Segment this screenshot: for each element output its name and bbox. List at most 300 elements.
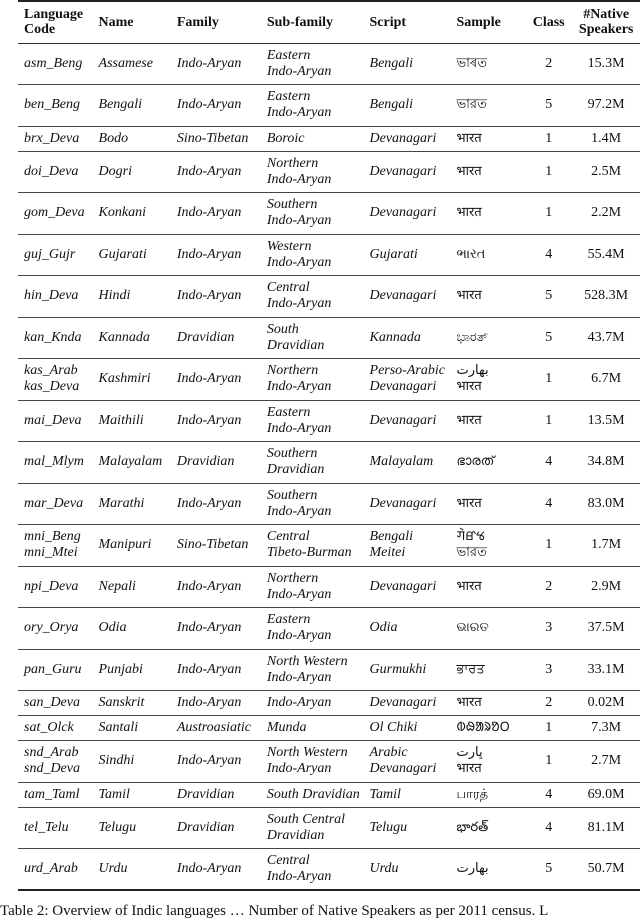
- native-speakers-cell: 37.5M: [587, 620, 625, 636]
- sample-cell: [450, 649, 525, 691]
- language-code-cell-line: gom_Deva: [24, 205, 85, 221]
- table-row: [18, 608, 640, 650]
- table-header-row: [18, 1, 640, 43]
- sample-cell-line: भारत: [456, 130, 482, 146]
- sample-cell-line: ভাৰত: [456, 55, 487, 71]
- subfamily-cell-line: Indo-Aryan: [266, 254, 332, 270]
- table-row: [18, 849, 640, 891]
- subfamily-cell: [261, 442, 364, 484]
- sample-cell-line: भारत: [456, 761, 482, 777]
- sample-cell-line: भारत: [456, 205, 482, 221]
- script-cell-line: Urdu: [369, 861, 399, 876]
- class-cell: 1: [545, 163, 553, 179]
- class-cell: 2: [545, 55, 553, 71]
- class-cell: 1: [545, 537, 553, 553]
- script-cell: [364, 525, 451, 567]
- language-code-cell: [18, 741, 93, 783]
- native-speakers-cell: 33.1M: [587, 661, 625, 677]
- language-code-cell: [18, 649, 93, 691]
- header-subfamily: Sub-family: [266, 14, 333, 30]
- family-cell: Indo-Aryan: [176, 288, 242, 304]
- sample-cell: [450, 691, 525, 716]
- class-cell: 4: [545, 786, 553, 802]
- sample-cell-line: भारत: [456, 695, 482, 710]
- script-cell-line: Devanagari: [369, 205, 437, 221]
- subfamily-cell-line: Eastern: [266, 612, 311, 628]
- script-cell-line: Malayalam: [369, 454, 434, 470]
- subfamily-cell: [261, 483, 364, 525]
- name-cell: Bengali: [98, 97, 143, 113]
- language-code-cell: [18, 807, 93, 849]
- name-cell: Maithili: [98, 412, 144, 428]
- family-cell: Indo-Aryan: [176, 753, 242, 769]
- class-cell: 1: [545, 720, 553, 735]
- name-cell: Gujarati: [98, 246, 147, 262]
- subfamily-cell-line: Central: [266, 853, 310, 868]
- subfamily-cell-line: Dravidian: [266, 462, 325, 478]
- script-cell: [364, 43, 451, 85]
- name-cell: Marathi: [98, 495, 145, 511]
- subfamily-cell: [261, 649, 364, 691]
- language-code-cell-line: mal_Mlym: [24, 454, 84, 470]
- table-row: [18, 276, 640, 318]
- sample-cell-line: ভারত: [456, 97, 487, 113]
- subfamily-cell-line: Eastern: [266, 404, 311, 420]
- sample-cell-line: بھارت: [456, 363, 489, 379]
- table-row: [18, 741, 640, 783]
- subfamily-cell-line: South Dravidian: [266, 786, 360, 802]
- family-cell: Indo-Aryan: [176, 371, 242, 387]
- script-cell-line: Odia: [369, 620, 398, 636]
- subfamily-cell-line: Eastern: [266, 47, 311, 63]
- subfamily-cell-line: Dravidian: [266, 827, 325, 843]
- script-cell: [364, 276, 451, 318]
- subfamily-cell-line: South Central: [266, 811, 346, 827]
- table-row: [18, 566, 640, 608]
- sample-cell-line: ڀارت: [456, 745, 483, 761]
- sample-cell-line: भारत: [456, 578, 482, 594]
- script-cell-line: Devanagari: [369, 761, 437, 777]
- family-cell: Indo-Aryan: [176, 55, 242, 71]
- subfamily-cell: [261, 691, 364, 716]
- script-cell-line: Devanagari: [369, 379, 437, 395]
- class-cell: 3: [545, 661, 553, 677]
- script-cell: [364, 151, 451, 193]
- class-cell: 2: [545, 578, 553, 594]
- subfamily-cell-line: Indo-Aryan: [266, 63, 332, 79]
- subfamily-cell-line: Northern: [266, 155, 319, 171]
- language-code-cell: [18, 483, 93, 525]
- name-cell: Manipuri: [98, 537, 152, 553]
- subfamily-cell-line: North Western: [266, 653, 348, 669]
- family-cell: Indo-Aryan: [176, 620, 242, 636]
- native-speakers-cell: 83.0M: [587, 495, 625, 511]
- language-code-cell: [18, 43, 93, 85]
- script-cell-line: Devanagari: [369, 578, 437, 594]
- name-cell: Assamese: [98, 55, 153, 71]
- name-cell: Malayalam: [98, 454, 163, 470]
- language-code-cell-line: mni_Mtei: [24, 545, 78, 561]
- name-cell: Hindi: [98, 288, 131, 304]
- class-cell: 3: [545, 620, 553, 636]
- native-speakers-cell: 97.2M: [587, 97, 625, 113]
- subfamily-cell: [261, 126, 364, 151]
- subfamily-cell: [261, 400, 364, 442]
- script-cell-line: Gurmukhi: [369, 661, 427, 677]
- name-cell: Bodo: [98, 130, 129, 146]
- sample-cell: [450, 566, 525, 608]
- family-cell: Indo-Aryan: [176, 661, 242, 677]
- subfamily-cell-line: Indo-Aryan: [266, 171, 332, 187]
- script-cell-line: Bengali: [369, 97, 414, 113]
- class-cell: 5: [545, 329, 553, 345]
- script-cell-line: Bengali: [369, 529, 414, 545]
- sample-cell-line: ভারত: [456, 545, 487, 561]
- family-cell: Indo-Aryan: [176, 578, 242, 594]
- script-cell-line: Devanagari: [369, 412, 437, 428]
- subfamily-cell-line: Dravidian: [266, 337, 325, 353]
- subfamily-cell-line: Indo-Aryan: [266, 379, 332, 395]
- subfamily-cell-line: Northern: [266, 570, 319, 586]
- class-cell: 1: [545, 371, 553, 387]
- subfamily-cell-line: Munda: [266, 720, 307, 735]
- subfamily-cell: [261, 359, 364, 401]
- header-sample: Sample: [456, 14, 501, 30]
- sample-cell-line: भारत: [456, 288, 482, 304]
- subfamily-cell: [261, 43, 364, 85]
- sample-cell: [450, 317, 525, 359]
- table-row: [18, 234, 640, 276]
- header-native-speakers-line2: Speakers: [578, 22, 634, 38]
- family-cell: Indo-Aryan: [176, 205, 242, 221]
- subfamily-cell-line: Central: [266, 529, 310, 545]
- language-code-cell-line: doi_Deva: [24, 163, 79, 179]
- subfamily-cell-line: Indo-Aryan: [266, 695, 332, 710]
- table-row: [18, 691, 640, 716]
- subfamily-cell-line: Indo-Aryan: [266, 213, 332, 229]
- subfamily-cell-line: South: [266, 321, 299, 337]
- sample-cell: [450, 849, 525, 891]
- native-speakers-cell: 2.5M: [591, 163, 622, 179]
- script-cell-line: Devanagari: [369, 163, 437, 179]
- name-cell: Urdu: [98, 861, 128, 876]
- language-code-cell-line: hin_Deva: [24, 288, 79, 304]
- subfamily-cell-line: Indo-Aryan: [266, 420, 332, 436]
- table-row: [18, 193, 640, 235]
- table-caption: Table 2: Overview of Indic languages … Number of Native Speakers as per 2011 census. L: [0, 903, 549, 919]
- name-cell: Sanskrit: [98, 695, 145, 710]
- script-cell: [364, 400, 451, 442]
- sample-cell-line: ಭಾರತ್: [456, 329, 488, 345]
- table-row: [18, 400, 640, 442]
- native-speakers-cell: 13.5M: [587, 412, 625, 428]
- family-cell: Dravidian: [176, 786, 235, 802]
- language-code-cell: [18, 608, 93, 650]
- header-language-code-line1: Language: [24, 7, 84, 23]
- language-code-cell: [18, 716, 93, 741]
- class-cell: 4: [545, 819, 553, 835]
- sample-cell-line: ᱵᱷᱟᱨᱚᱛ: [456, 720, 510, 735]
- script-cell: [364, 317, 451, 359]
- script-cell-line: Kannada: [369, 329, 421, 345]
- table-body: [18, 43, 640, 890]
- sample-cell: [450, 276, 525, 318]
- sample-cell-line: भारत: [456, 379, 482, 395]
- header-class: Class: [532, 14, 565, 30]
- subfamily-cell-line: Southern: [266, 487, 318, 503]
- class-cell: 4: [545, 246, 553, 262]
- subfamily-cell-line: Tibeto-Burman: [266, 545, 352, 561]
- subfamily-cell-line: Indo-Aryan: [266, 503, 332, 519]
- sample-cell-line: بھارت: [456, 861, 489, 876]
- language-code-cell-line: pan_Guru: [24, 661, 82, 677]
- language-code-cell: [18, 782, 93, 807]
- script-cell: [364, 807, 451, 849]
- native-speakers-cell: 15.3M: [587, 55, 625, 71]
- native-speakers-cell: 0.02M: [587, 695, 625, 710]
- language-code-cell-line: ory_Orya: [24, 620, 79, 636]
- sample-cell-line: भारत: [456, 163, 482, 179]
- name-cell: Telugu: [98, 819, 137, 835]
- sample-cell: [450, 193, 525, 235]
- language-code-cell: [18, 276, 93, 318]
- subfamily-cell-line: North Western: [266, 745, 348, 761]
- sample-cell: [450, 151, 525, 193]
- subfamily-cell: [261, 276, 364, 318]
- family-cell: Dravidian: [176, 454, 235, 470]
- subfamily-cell-line: Indo-Aryan: [266, 296, 332, 312]
- sample-cell-line: பாரத்: [456, 786, 489, 802]
- table-row: [18, 525, 640, 567]
- script-cell: [364, 782, 451, 807]
- subfamily-cell-line: Indo-Aryan: [266, 669, 332, 685]
- language-code-cell: [18, 442, 93, 484]
- class-cell: 4: [545, 495, 553, 511]
- native-speakers-cell: 6.7M: [591, 371, 622, 387]
- subfamily-cell: [261, 525, 364, 567]
- native-speakers-cell: 2.2M: [591, 205, 622, 221]
- family-cell: Sino-Tibetan: [176, 130, 249, 146]
- sample-cell: [450, 483, 525, 525]
- family-cell: Indo-Aryan: [176, 695, 242, 710]
- table-row: [18, 442, 640, 484]
- language-code-cell-line: kan_Knda: [24, 329, 82, 345]
- class-cell: 5: [545, 288, 553, 304]
- script-cell: [364, 566, 451, 608]
- subfamily-cell-line: Southern: [266, 197, 318, 213]
- language-code-cell: [18, 193, 93, 235]
- sample-cell: [450, 400, 525, 442]
- subfamily-cell: [261, 317, 364, 359]
- script-cell-line: Meitei: [369, 545, 406, 561]
- sample-cell-line: भारत: [456, 412, 482, 428]
- script-cell-line: Gujarati: [369, 246, 418, 262]
- table-row: [18, 716, 640, 741]
- subfamily-cell: [261, 716, 364, 741]
- language-code-cell: [18, 359, 93, 401]
- name-cell: Nepali: [98, 578, 136, 594]
- sample-cell: [450, 608, 525, 650]
- native-speakers-cell: 2.9M: [591, 578, 622, 594]
- language-code-cell-line: san_Deva: [24, 695, 80, 710]
- subfamily-cell: [261, 782, 364, 807]
- subfamily-cell: [261, 151, 364, 193]
- subfamily-cell-line: Indo-Aryan: [266, 586, 332, 602]
- sample-cell-line: భారత్: [456, 819, 489, 835]
- script-cell-line: Devanagari: [369, 130, 437, 146]
- language-code-cell-line: snd_Arab: [24, 745, 79, 761]
- native-speakers-cell: 1.7M: [591, 537, 622, 553]
- subfamily-cell-line: Boroic: [266, 130, 305, 146]
- language-code-cell-line: npi_Deva: [24, 578, 79, 594]
- sample-cell-line: भारत: [456, 495, 482, 511]
- sample-cell: [450, 43, 525, 85]
- subfamily-cell: [261, 849, 364, 891]
- language-code-cell-line: sat_Olck: [24, 720, 74, 735]
- name-cell: Sindhi: [98, 753, 135, 769]
- subfamily-cell-line: Indo-Aryan: [266, 105, 332, 121]
- script-cell: [364, 126, 451, 151]
- header-native-speakers-line1: #Native: [583, 7, 630, 23]
- language-code-cell-line: mar_Deva: [24, 495, 84, 511]
- native-speakers-cell: 7.3M: [591, 720, 622, 735]
- subfamily-cell: [261, 85, 364, 127]
- language-code-cell-line: kas_Arab: [24, 363, 78, 379]
- subfamily-cell: [261, 566, 364, 608]
- table-row: [18, 317, 640, 359]
- table-row: [18, 807, 640, 849]
- language-code-cell-line: asm_Beng: [24, 55, 83, 71]
- language-code-cell-line: brx_Deva: [24, 130, 80, 146]
- native-speakers-cell: 34.8M: [587, 454, 625, 470]
- script-cell: [364, 608, 451, 650]
- sample-cell: [450, 716, 525, 741]
- native-speakers-cell: 1.4M: [591, 130, 622, 146]
- language-code-cell-line: tam_Taml: [24, 786, 80, 802]
- sample-cell: [450, 442, 525, 484]
- sample-cell-line: ਭਾਰਤ: [456, 661, 485, 677]
- family-cell: Dravidian: [176, 819, 235, 835]
- language-code-cell: [18, 317, 93, 359]
- table-row: [18, 151, 640, 193]
- language-code-cell-line: mni_Beng: [24, 529, 81, 545]
- script-cell: [364, 442, 451, 484]
- script-cell: [364, 741, 451, 783]
- native-speakers-cell: 69.0M: [587, 786, 625, 802]
- language-code-cell: [18, 566, 93, 608]
- language-code-cell-line: mai_Deva: [24, 412, 82, 428]
- class-cell: 1: [545, 205, 553, 221]
- script-cell-line: Arabic: [369, 745, 408, 761]
- native-speakers-cell: 81.1M: [587, 819, 625, 835]
- language-code-cell-line: guj_Gujr: [24, 246, 76, 262]
- language-code-cell: [18, 691, 93, 716]
- header-script: Script: [369, 14, 407, 30]
- script-cell-line: Devanagari: [369, 288, 437, 304]
- class-cell: 5: [545, 97, 553, 113]
- header-native-speakers: [568, 1, 640, 43]
- family-cell: Sino-Tibetan: [176, 537, 249, 553]
- name-cell: Dogri: [98, 163, 132, 179]
- subfamily-cell: [261, 608, 364, 650]
- header-family: Family: [176, 14, 219, 30]
- name-cell: Tamil: [98, 786, 130, 802]
- script-cell: [364, 483, 451, 525]
- sample-cell: [450, 782, 525, 807]
- languages-table: [18, 0, 640, 891]
- family-cell: Indo-Aryan: [176, 246, 242, 262]
- sample-cell: [450, 359, 525, 401]
- language-code-cell: [18, 151, 93, 193]
- family-cell: Dravidian: [176, 329, 235, 345]
- script-cell-line: Bengali: [369, 55, 414, 71]
- subfamily-cell-line: Indo-Aryan: [266, 869, 332, 884]
- script-cell-line: Ol Chiki: [369, 720, 418, 735]
- name-cell: Odia: [98, 620, 127, 636]
- subfamily-cell: [261, 741, 364, 783]
- table-row: [18, 43, 640, 85]
- name-cell: Punjabi: [98, 661, 143, 677]
- sample-cell: [450, 234, 525, 276]
- header-language-code-line2: Code: [24, 22, 56, 38]
- native-speakers-cell: 2.7M: [591, 753, 622, 769]
- language-code-cell: [18, 525, 93, 567]
- script-cell-line: Devanagari: [369, 695, 437, 710]
- script-cell: [364, 649, 451, 691]
- language-code-cell: [18, 234, 93, 276]
- family-cell: Indo-Aryan: [176, 495, 242, 511]
- class-cell: 4: [545, 454, 553, 470]
- language-code-cell: [18, 849, 93, 891]
- language-code-cell-line: ben_Beng: [24, 97, 80, 113]
- native-speakers-cell: 50.7M: [587, 861, 625, 876]
- name-cell: Kashmiri: [98, 371, 151, 387]
- class-cell: 1: [545, 412, 553, 428]
- table-row: [18, 85, 640, 127]
- sample-cell: [450, 807, 525, 849]
- table-row: [18, 649, 640, 691]
- script-cell: [364, 691, 451, 716]
- sample-cell: [450, 126, 525, 151]
- table-row: [18, 483, 640, 525]
- sample-cell-line: ભારત: [456, 246, 486, 262]
- subfamily-cell: [261, 193, 364, 235]
- family-cell: Indo-Aryan: [176, 97, 242, 113]
- language-code-cell: [18, 126, 93, 151]
- table-row: [18, 782, 640, 807]
- native-speakers-cell: 43.7M: [587, 329, 625, 345]
- language-code-cell-line: snd_Deva: [24, 761, 80, 777]
- language-code-cell: [18, 400, 93, 442]
- family-cell: Indo-Aryan: [176, 163, 242, 179]
- name-cell: Santali: [98, 720, 139, 735]
- name-cell: Konkani: [98, 205, 146, 221]
- sample-cell-line: ഭാരത്: [456, 454, 495, 470]
- language-code-cell: [18, 85, 93, 127]
- family-cell: Austroasiatic: [176, 720, 251, 735]
- script-cell-line: Devanagari: [369, 495, 437, 511]
- subfamily-cell-line: Southern: [266, 446, 318, 462]
- sample-cell-line: ଭାରତ: [456, 620, 489, 636]
- script-cell-line: Telugu: [369, 819, 408, 835]
- script-cell: [364, 359, 451, 401]
- script-cell: [364, 193, 451, 235]
- script-cell: [364, 85, 451, 127]
- name-cell: Kannada: [98, 329, 150, 345]
- subfamily-cell: [261, 234, 364, 276]
- class-cell: 2: [545, 695, 553, 710]
- subfamily-cell-line: Northern: [266, 363, 319, 379]
